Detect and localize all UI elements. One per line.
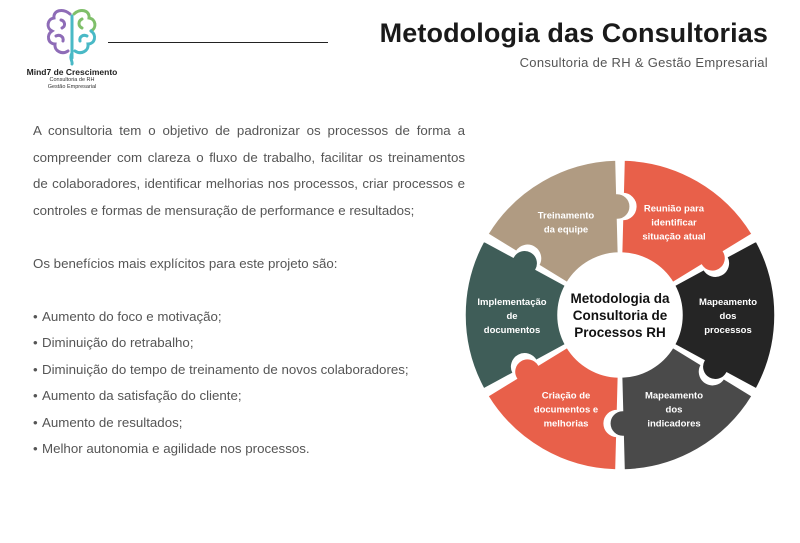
logo-tagline-2: Gestão Empresarial xyxy=(47,83,97,90)
puzzle-piece-label: processos xyxy=(704,325,752,336)
benefit-item: • Diminuição do tempo de treinamento de novos colaboradores; xyxy=(33,357,465,384)
benefit-item: • Aumento da satisfação do cliente; xyxy=(33,383,465,410)
brain-logo-icon xyxy=(43,6,101,66)
logo-name: Mind7 de Crescimento xyxy=(26,67,118,77)
puzzle-piece-label: situação atual xyxy=(642,231,706,243)
benefit-item: • Melhor autonomia e agilidade nos processos. xyxy=(33,436,465,463)
intro-paragraph: A consultoria tem o objetivo de padronizar os processos de forma a compreender com clareza o fluxo de trabalho, facilitar os treinamentos de colaboradores, identificar melhorias nos processos, criar processos e controles e formas de mensuração de performance e resultados; xyxy=(33,123,465,218)
puzzle-piece-label: Reunião para xyxy=(643,203,705,215)
diagram-center-label: Consultoria de xyxy=(572,308,668,323)
puzzle-piece-label: dos xyxy=(719,311,737,322)
puzzle-piece-label: de xyxy=(506,311,518,322)
header-divider xyxy=(108,42,328,43)
puzzle-piece-label: documentos e xyxy=(533,404,599,416)
puzzle-piece-label: indicadores xyxy=(647,418,701,430)
puzzle-piece-label: Mapeamento xyxy=(644,390,704,402)
puzzle-piece-label: identificar xyxy=(651,217,697,229)
body-text xyxy=(33,118,465,463)
puzzle-piece-label: Implementação xyxy=(477,297,547,308)
benefits-list xyxy=(33,304,465,463)
puzzle-piece-label: Mapeamento xyxy=(698,297,758,308)
puzzle-piece-label: Criação de xyxy=(541,390,591,402)
puzzle-piece-label: da equipe xyxy=(543,224,589,236)
puzzle-piece-label: documentos xyxy=(483,325,541,336)
diagram-center-label: Metodologia da xyxy=(570,291,670,306)
puzzle-piece-label: dos xyxy=(665,404,683,416)
page-title: Metodologia das Consultorias xyxy=(379,18,768,48)
puzzle-cycle-diagram xyxy=(455,150,785,480)
benefit-item: • Aumento do foco e motivação; xyxy=(33,304,465,331)
puzzle-piece-label: Treinamento xyxy=(537,210,595,222)
puzzle-piece-label: melhorias xyxy=(543,418,589,430)
diagram-center-label: Processos RH xyxy=(574,325,666,340)
logo-tagline-1: Consultoria de RH xyxy=(49,77,95,83)
logo xyxy=(22,6,122,90)
page-subtitle: Consultoria de RH & Gestão Empresarial xyxy=(519,55,768,70)
benefits-heading: Os benefícios mais explícitos para este projeto são: xyxy=(33,255,338,271)
benefit-item: • Aumento de resultados; xyxy=(33,410,465,437)
benefit-item: • Diminuição do retrabalho; xyxy=(33,330,465,357)
